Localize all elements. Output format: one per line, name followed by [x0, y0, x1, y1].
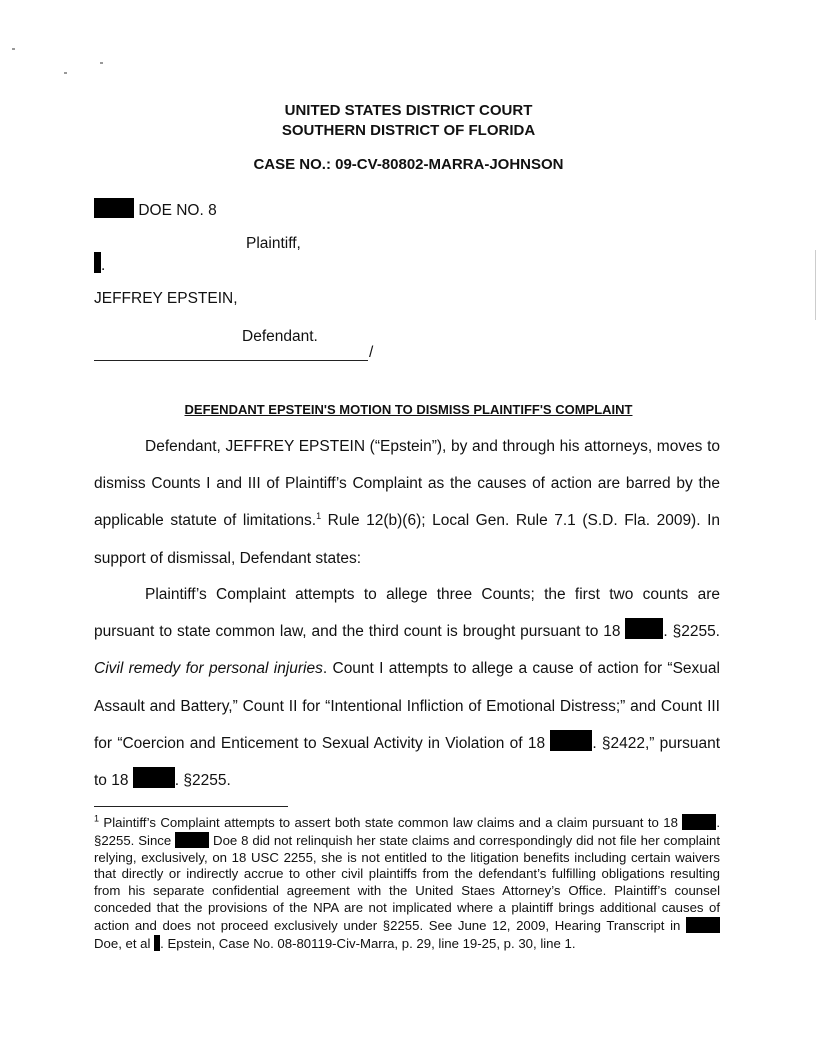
- redaction-box: [550, 730, 592, 751]
- plaintiff-line: [94, 198, 217, 220]
- footnote-separator: [94, 806, 288, 807]
- versus-line: [94, 252, 105, 275]
- court-heading: [0, 101, 817, 141]
- defendant-role: Defendant.: [242, 328, 318, 345]
- paragraph-2-italic: Civil remedy for personal injuries: [94, 660, 323, 678]
- redaction-box: [625, 618, 663, 639]
- plaintiff-role: Plaintiff,: [246, 235, 301, 252]
- footnote-part-3: Doe 8 did not relinquish her state claims and correspondingly did not file her complaint relying, exclusively, on 18 USC 2255, she is not entitled to the litigation benefits including certain waivers that directly or indirectly accrue to other civil plaintiffs from the defendant’s fulfilling obligations resulting from his separate confidential agreement with the United Staes Attorney’s Office. Plaintiff’s counsel conceded that the provisions of the NPA are not implicated where a plaintiff brings additional causes of action and does not proceed exclusively under §2255. See June 12, 2009, Hearing Transcript in: [94, 832, 720, 933]
- footnote-part-1: Plaintiff’s Complaint attempts to assert both state common law claims and a claim pursuant to 18: [99, 815, 683, 830]
- footnote-marker: 1: [94, 813, 100, 824]
- paragraph-2: [94, 576, 720, 799]
- footnote-part-2: . §2255. Since: [94, 815, 720, 848]
- paragraph-2-part-1: Plaintiff’s Complaint attempts to allege three Counts; the first two counts are pursuant to state common law, and the third count is brought pursuant to 18: [94, 586, 720, 641]
- redaction-box: [133, 767, 175, 788]
- footnote-part-5: . Epstein, Case No. 08-80119-Civ-Marra, p. 29, line 19-25, p. 30, line 1.: [160, 935, 576, 951]
- redaction-box: [686, 917, 720, 933]
- paragraph-2-part-2: . §2255.: [663, 623, 720, 641]
- redaction-box: [682, 814, 716, 830]
- paragraph-1-text: Defendant, JEFFREY EPSTEIN (“Epstein”), by and through his attorneys, moves to dismiss Counts I and III of Plaintiff’s Complaint as the causes of action are barred by the applicable statute of limitations.: [94, 438, 720, 530]
- redaction-box: [94, 252, 101, 273]
- motion-title: DEFENDANT EPSTEIN'S MOTION TO DISMISS PLAINTIFF'S COMPLAINT: [184, 402, 633, 417]
- redaction-box: [175, 832, 209, 848]
- paragraph-2-part-3: . Count I attempts to allege a cause of action for “Sexual Assault and Battery,” Count II for “Intentional Infliction of Emotional Distress;” and Count III for “Coercion and Enticement to Sexual Activity in Violation of 18: [94, 660, 720, 752]
- redaction-box: [94, 198, 134, 218]
- paragraph-2-part-4: . §2422,” pursuant to 18: [94, 734, 720, 790]
- case-number: CASE NO.: 09-CV-80802-MARRA-JOHNSON: [253, 156, 564, 173]
- defendant-name: JEFFREY EPSTEIN,: [94, 290, 238, 307]
- footnote-ref: 1: [316, 511, 322, 522]
- versus-suffix: .: [101, 257, 106, 274]
- paragraph-1-text-after: Rule 12(b)(6); Local Gen. Rule 7.1 (S.D. Fla. 2009). In support of dismissal, Defendant states:: [94, 512, 721, 567]
- court-line-2: SOUTHERN DISTRICT OF FLORIDA: [281, 122, 536, 139]
- paragraph-2-part-5: . §2255.: [174, 772, 231, 790]
- caption-slash: /: [369, 344, 374, 361]
- scan-speck: [100, 62, 103, 64]
- scan-speck: [64, 72, 67, 74]
- signature-line: [94, 360, 368, 361]
- footnote: [94, 814, 720, 952]
- scan-edge: [815, 250, 816, 320]
- paragraph-1: [94, 428, 720, 577]
- scan-speck: [12, 48, 15, 50]
- plaintiff-name: DOE NO. 8: [138, 202, 217, 219]
- court-line-1: UNITED STATES DISTRICT COURT: [284, 102, 533, 119]
- footnote-part-4: Doe, et al: [94, 935, 155, 951]
